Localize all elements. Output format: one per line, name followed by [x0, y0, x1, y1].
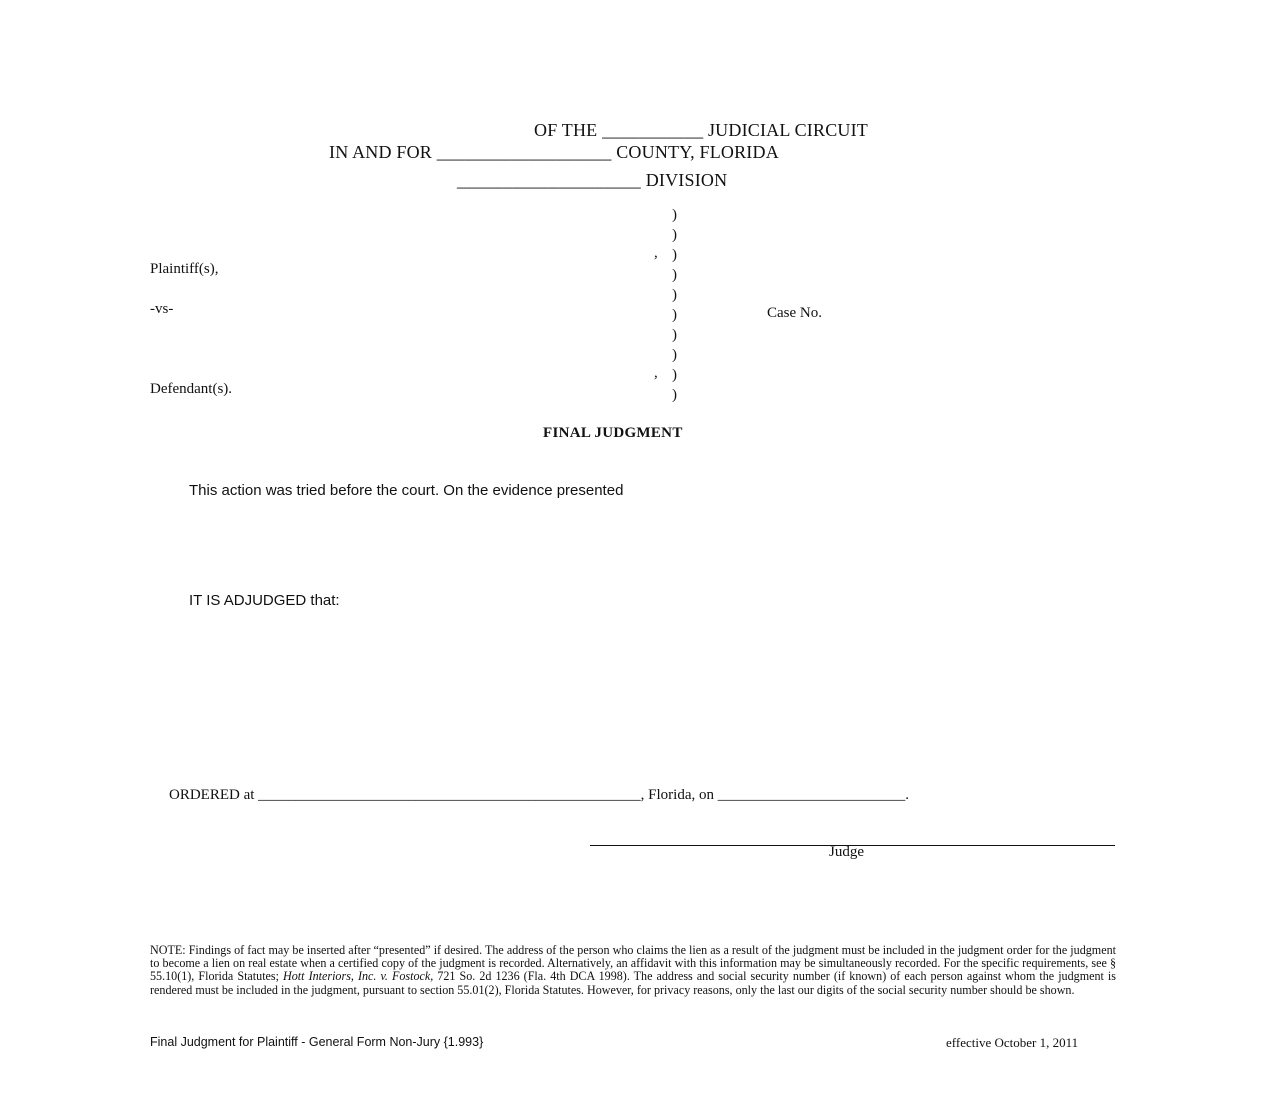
defendant-comma: , — [654, 365, 658, 381]
caption-paren: ) — [672, 367, 677, 383]
case-number-label: Case No. — [767, 305, 822, 321]
note-text-part1: NOTE: Findings of fact may be inserted after “presented” if desired. The address of the person who claims the lien as a result of the judgment must be included in the judgment order for the judgment to become a lien on real estate when a certified copy of the judgment is recorded. Alternatively, an affidavit with this information may be simultaneously recorded. For the specific requirements, see § 55.10(1), Florida Statutes; — [150, 943, 1116, 984]
footnote-note — [150, 944, 1116, 997]
caption-paren: ) — [672, 307, 677, 323]
court-header-circuit: OF THE ___________ JUDICIAL CIRCUIT — [534, 120, 868, 140]
caption-paren: ) — [672, 207, 677, 223]
court-header-county: IN AND FOR ___________________ COUNTY, FLORIDA — [329, 142, 779, 162]
effective-date-footer: effective October 1, 2011 — [946, 1035, 1079, 1050]
caption-paren: ) — [672, 387, 677, 403]
caption-paren: ) — [672, 227, 677, 243]
versus-label: -vs- — [150, 301, 174, 317]
form-name-footer: Final Judgment for Plaintiff - General Form Non-Jury {1.993} — [150, 1035, 484, 1049]
caption-paren: ) — [672, 247, 677, 263]
ordered-line: ORDERED at ___________________________________________________, Florida, on _________________________. — [169, 787, 909, 803]
defendant-label: Defendant(s). — [150, 381, 233, 397]
caption-paren: ) — [672, 347, 677, 363]
plaintiff-comma: , — [654, 245, 658, 261]
plaintiff-label: Plaintiff(s), — [150, 261, 219, 277]
document-title: FINAL JUDGMENT — [543, 425, 683, 441]
court-header-division: ____________________ DIVISION — [457, 170, 728, 190]
adjudged-paragraph: IT IS ADJUDGED that: — [189, 592, 340, 609]
note-case-citation: Hott Interiors, Inc. v. Fostock — [283, 969, 431, 984]
caption-paren: ) — [672, 287, 677, 303]
caption-paren-column — [672, 205, 677, 405]
caption-paren: ) — [672, 267, 677, 283]
judge-label: Judge — [829, 844, 864, 860]
note-text-part2: , 721 So. 2d 1236 (Fla. 4th DCA 1998). The address and social security number (if known) of each person against whom the judgment is rendered must be included in the judgment, pursuant to section 55.01(2), Florida Statutes. However, for privacy reasons, only the last our digits of the social security number should be shown. — [150, 969, 1116, 997]
action-paragraph: This action was tried before the court. On the evidence presented — [189, 482, 624, 499]
caption-paren: ) — [672, 327, 677, 343]
